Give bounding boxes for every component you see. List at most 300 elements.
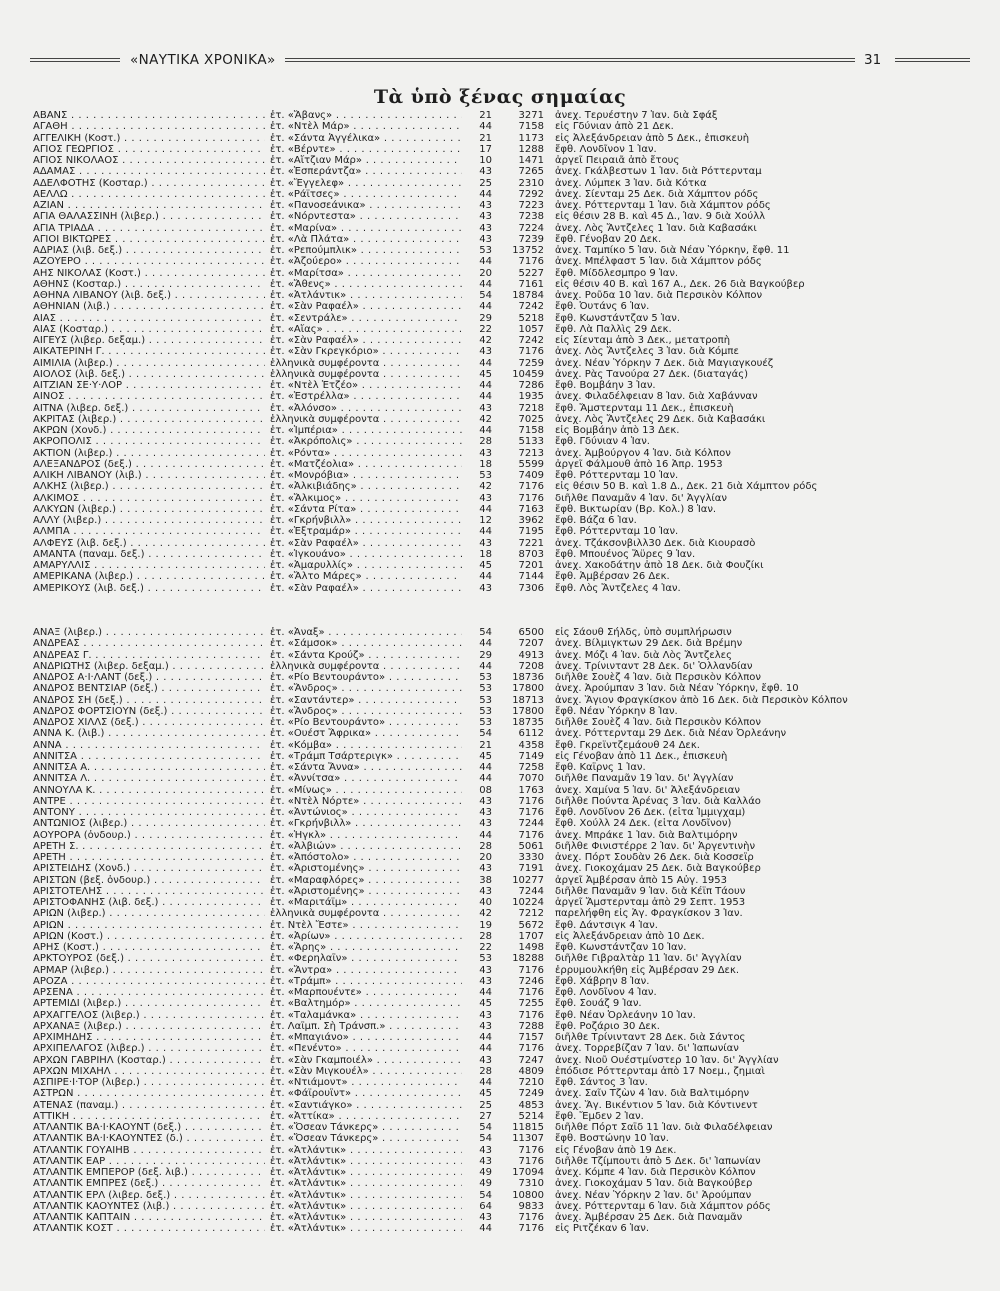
- ship-tonnage: 5218: [518, 312, 544, 324]
- ship-status: διῆλθε Πόρτ Σαΐδ 11 Ἰαν. διὰ Φιλαδέλφειαν: [555, 1122, 773, 1133]
- ship-name: ΑΤΛΑΝΤΙΚ ΕΜΠΡΕΣ (δεξ.) . . .: [33, 1178, 265, 1189]
- ship-count: 38: [479, 874, 492, 886]
- ship-name: ΑΡΙΣΤΟΦΑΝΗΣ (λιβ. δεξ.) . . .: [33, 897, 265, 908]
- ship-name: ΑΝΔΡΟΣ ΣΗ (δεξ.) . . .: [33, 695, 265, 706]
- table-row: [0, 470, 1000, 481]
- ship-type: ἐτ. «Ὄσεαν Τάνκερς» . . .: [270, 1133, 462, 1144]
- ship-status: ἔφθ. Γδύνιαν 4 Ἰαν.: [555, 436, 650, 448]
- table-row: [0, 1190, 1000, 1201]
- ship-type: ἐτ. «Ἀριστομένης» . . .: [270, 886, 462, 897]
- ship-tonnage: 7208: [518, 660, 544, 672]
- ship-tonnage: 7242: [518, 335, 544, 346]
- table-row: [0, 1212, 1000, 1223]
- ship-count: 43: [479, 795, 492, 807]
- ship-tonnage: 10277: [512, 874, 544, 886]
- ship-count: 53: [479, 705, 492, 717]
- ship-tonnage: 7176: [518, 1212, 544, 1223]
- ship-name: ΑΘΗΝΙΑΝ (λιβ.) . . .: [33, 301, 265, 312]
- ship-status: ἀνεχ. Ἅγιον Φραγκίσκον ἀπὸ 16 Δεκ. διὰ Περσικὸν Κόλπον: [555, 694, 848, 706]
- ship-type: ἐτ. «Μίνως» . . .: [270, 785, 462, 796]
- ship-name: ΑΗΣ ΝΙΚΟΛΑΣ (Κοστ.) . . .: [33, 268, 265, 279]
- ship-count: 43: [479, 1009, 492, 1021]
- ship-tonnage: 7191: [518, 863, 544, 875]
- ship-name: ΑΡΙΣΤΕΙΔΗΣ (Χονδ.) . . .: [33, 863, 265, 874]
- ship-tonnage: 5214: [518, 1110, 544, 1122]
- ship-name: ΑΜΑΝΤΑ (παναμ. δεξ.) . . .: [33, 549, 265, 560]
- ship-type: ἐτ. «Ἀτλάντικ» . . .: [270, 1167, 462, 1178]
- table-row: [0, 178, 1000, 189]
- ship-name: ΑΛΚΙΜΟΣ . . .: [33, 493, 265, 504]
- ship-tonnage: 7201: [518, 560, 544, 571]
- ship-name: ΑΝΔΡΟΣ ΧΙΛΛΣ (δεξ.) . . .: [33, 717, 265, 728]
- ship-name: ΑΙΚΑΤΕΡΙΝΗ Γ. . . .: [33, 346, 265, 357]
- ship-count: 42: [479, 335, 492, 346]
- table-row: [0, 1021, 1000, 1032]
- ship-name: ΑΡΕΤΗ . . .: [33, 852, 265, 863]
- ship-count: 18: [479, 458, 492, 470]
- ship-type: ἐτ. «Ἀτλάντικ» . . .: [270, 290, 462, 301]
- ship-tonnage: 7176: [518, 346, 544, 358]
- ship-status: ἀνεχ. Λὸς Ἄντζελες 3 Ἰαν. διὰ Κόμπε: [555, 346, 739, 358]
- ship-type: ἐτ. «Μαρίνα» . . .: [270, 223, 462, 234]
- ship-tonnage: 5672: [518, 919, 544, 931]
- ship-type: ἐτ. «Σὰν Ραφαέλ» . . .: [270, 335, 462, 346]
- table-row: [0, 1133, 1000, 1144]
- ship-count: 20: [479, 267, 492, 279]
- table-row: [0, 301, 1000, 312]
- ship-status: ἀνεχ. Χακοδάτην ἀπὸ 18 Δεκ. διὰ Φουζίκι: [555, 560, 764, 571]
- ship-type: ἐτ. «Ἀμαρυλλίς» . . .: [270, 560, 462, 571]
- table-row: [0, 133, 1000, 144]
- ship-name: ΑΡΜΑΡ (λιβερ.) . . .: [33, 965, 265, 976]
- ship-status: ἀνεχ. Κόμπε 4 Ἰαν. διὰ Περσικὸν Κόλπον: [555, 1167, 756, 1178]
- ship-status: ἀνεχ. Σαῖν Τζὼν 4 Ἰαν. διὰ Βαλτιμόρην: [555, 1088, 750, 1100]
- ship-type: ἐτ. «Σάντα Ρίτα» . . .: [270, 504, 462, 515]
- ship-type: ἐτ. «Ρεπούμπλικ» . . .: [270, 245, 462, 256]
- ship-type: ἐτ. «Μονρόβια» . . .: [270, 470, 462, 481]
- ship-count: 44: [479, 987, 492, 998]
- ship-tonnage: 10459: [512, 368, 544, 380]
- ship-type: ἐτ. «Ρίο Βεντουράντο» . . .: [270, 672, 462, 683]
- ship-tonnage: 11307: [512, 1133, 544, 1145]
- ship-name: ΑΙΑΣ . . .: [33, 313, 265, 324]
- ship-type: ἐτ. «Ἠγκλ» . . .: [270, 830, 462, 841]
- ship-count: 22: [479, 942, 492, 953]
- ship-count: 29: [479, 312, 492, 324]
- ship-type: ἐτ. «Σαντάντερ» . . .: [270, 695, 462, 706]
- ship-count: 54: [479, 627, 492, 638]
- table-row: [0, 324, 1000, 335]
- ship-type: ἐτ. «Ἀτλάντικ» . . .: [270, 1223, 462, 1234]
- ship-status: ἐπόδισε Ρόττερνταμ ἀπὸ 17 Νοεμ., ζημιαὶ: [555, 1065, 765, 1077]
- ship-type: ἐτ. «Ματζέολια» . . .: [270, 459, 462, 470]
- table-row: [0, 538, 1000, 549]
- ship-name: ΑΕΛΛΩ . . .: [33, 189, 265, 200]
- ship-type: ἐτ. «Σεντράλε» . . .: [270, 313, 462, 324]
- table-row: [0, 1167, 1000, 1178]
- ship-status: διῆλθε Πούντα Ἀρένας 3 Ἰαν. διὰ Καλλάο: [555, 795, 761, 807]
- table-row: [0, 683, 1000, 694]
- ship-tonnage: 18784: [512, 290, 544, 301]
- ship-name: ΑΤΛΑΝΤΙΚ ΕΑΡ . . .: [33, 1156, 265, 1167]
- ship-status: ἀνεχ. Ρόττερνταμ 6 Ἰαν. διὰ Χάμπτον ρόδς: [555, 1200, 771, 1212]
- ship-type: ἐτ. «Ἀζούερο» . . .: [270, 256, 462, 267]
- ship-status: ἀργεῖ Ἀμβέρσαν ἀπὸ 15 Αὐγ. 1953: [555, 874, 728, 886]
- ship-count: 21: [479, 132, 492, 144]
- ship-status: ἀνεχ. Γιοκοχάμαν 25 Δεκ. διὰ Βαγκούβερ: [555, 863, 761, 875]
- table-row: [0, 200, 1000, 211]
- table-row: [0, 211, 1000, 222]
- ship-status: ἀνεχ. Λὸς Ἄντζελες 1 Ἰαν. διὰ Καβασάκι: [555, 222, 757, 234]
- table-row: [0, 403, 1000, 414]
- ship-tonnage: 1763: [518, 784, 544, 796]
- ship-name: ΑΝΔΡΟΣ ΦΟΡΤΣΙΟΥΝ (δεξ.) . . .: [33, 706, 265, 717]
- ship-tonnage: 1707: [518, 930, 544, 942]
- ship-name: ΑΤΛΑΝΤΙΚ ΕΜΠΕΡΟΡ (δεξ. λιβ.) . . .: [33, 1167, 265, 1178]
- ship-status: ἔφθ. Μπουένος Ἄϋρες 9 Ἰαν.: [555, 548, 696, 560]
- table-row: [0, 1055, 1000, 1066]
- ship-count: 44: [479, 1077, 492, 1088]
- table-row: [0, 189, 1000, 200]
- ship-status: ἔφθ. Βοστώνην 10 Ἰαν.: [555, 1133, 669, 1145]
- ship-name: ΑΡΧΩΝ ΜΙΧΑΗΛ . . .: [33, 1066, 265, 1077]
- ship-type: ἐτ. «Ὄσεαν Τάνκερς» . . .: [270, 1122, 462, 1133]
- ship-status: ἔφθ. Λονδῖνον 1 Ἰαν.: [555, 143, 657, 155]
- ship-type: ἐτ. «Νόρντεστα» . . .: [270, 211, 462, 222]
- table-row: [0, 728, 1000, 739]
- ship-name: ΑΟΥΡΟΡΑ (ὀνδουρ.) . . .: [33, 830, 265, 841]
- table-row: [0, 346, 1000, 357]
- table-row: [0, 245, 1000, 256]
- table-row: [0, 1111, 1000, 1122]
- ship-tonnage: 1935: [518, 391, 544, 403]
- ship-tonnage: 4913: [518, 649, 544, 661]
- table-row: [0, 358, 1000, 369]
- ship-type: ἐτ. «Ἀττίκα» . . .: [270, 1111, 462, 1122]
- table-row: [0, 1043, 1000, 1054]
- ship-count: 29: [479, 649, 492, 661]
- table-row: [0, 818, 1000, 829]
- table-row: [0, 560, 1000, 571]
- ship-tonnage: 7306: [518, 582, 544, 594]
- ship-name: ΑΖΙΑΝ . . .: [33, 200, 265, 211]
- ship-tonnage: 11815: [512, 1122, 544, 1133]
- ship-count: 53: [479, 245, 492, 256]
- ship-count: 45: [479, 560, 492, 571]
- ship-name: ΑΝΤΩΝΙΟΣ (λιβερ.) . . .: [33, 818, 265, 829]
- ship-count: 53: [479, 470, 492, 481]
- table-row: [0, 515, 1000, 526]
- ship-type: ἐτ. «Μαρίτσα» . . .: [270, 268, 462, 279]
- table-row: [0, 268, 1000, 279]
- ship-status: εἰς Σίενταμ ἀπὸ 3 Δεκ., μετατροπὴ: [555, 335, 731, 346]
- table-row: [0, 1156, 1000, 1167]
- table-row: [0, 121, 1000, 132]
- ship-name: ΑΙΤΝΑ (λιβερ. δεξ.) . . .: [33, 403, 265, 414]
- table-row: [0, 1032, 1000, 1043]
- ship-count: 44: [479, 503, 492, 515]
- ship-tonnage: 7244: [518, 885, 544, 897]
- ship-count: 44: [479, 773, 492, 785]
- ship-tonnage: 7176: [518, 481, 544, 493]
- ship-name: ΑΤΛΑΝΤΙΚ ΓΟΥΑΙΗΒ . . .: [33, 1145, 265, 1156]
- ship-count: 44: [479, 278, 492, 290]
- table-row: [0, 953, 1000, 964]
- ship-type: ἐτ. «Ἄνδρος» . . .: [270, 706, 462, 717]
- table-row: [0, 638, 1000, 649]
- table-row: [0, 1010, 1000, 1021]
- ship-status: ἔφθ. Ὀυτάνς 6 Ἰαν.: [555, 301, 650, 313]
- ship-type: ἐτ. «Ρόντα» . . .: [270, 448, 462, 459]
- ship-status: ἔφθ. Ροζάριο 30 Δεκ.: [555, 1020, 660, 1032]
- ship-name: ΑΡΣΕΝΑ . . .: [33, 987, 265, 998]
- ship-type: ἐτ. «Φάϊρουΐντ» . . .: [270, 1088, 462, 1099]
- ship-tonnage: 7212: [518, 908, 544, 920]
- ship-type: ἐτ. «Ἄντρα» . . .: [270, 965, 462, 976]
- ship-name: ΑΝΔΡΕΑΣ . . .: [33, 638, 265, 649]
- ship-type: ἐτ. «Σὰν Ραφαέλ» . . .: [270, 301, 462, 312]
- ship-list-block-2: [0, 627, 1000, 1235]
- ship-status: ἔφθ. Δάντσιγκ 4 Ἰαν.: [555, 919, 658, 931]
- ship-count: 21: [479, 110, 492, 121]
- ship-count: 44: [479, 121, 492, 133]
- ship-tonnage: 7163: [518, 503, 544, 515]
- ship-type: ἐτ. «Λὰ Πλάτα» . . .: [270, 234, 462, 245]
- ship-count: 44: [479, 571, 492, 583]
- ship-status: ἀνεχ. Μπράκε 1 Ἰαν. διὰ Βαλτιμόρην: [555, 829, 738, 841]
- ship-type: ἐτ. «Σὰν Ραφαέλ» . . .: [270, 538, 462, 549]
- ship-tonnage: 7195: [518, 526, 544, 538]
- ship-count: 28: [479, 1065, 492, 1077]
- ship-type: ἐτ. «Ἀτλάντικ» . . .: [270, 1156, 462, 1167]
- ship-count: 44: [479, 829, 492, 841]
- table-row: [0, 627, 1000, 638]
- table-row: [0, 279, 1000, 290]
- table-row: [0, 1178, 1000, 1189]
- ship-status: ἀνεχ. Γκάλβεστων 1 Ἰαν. διὰ Ρόττερνταμ: [555, 166, 762, 178]
- ship-status: ἀργεῖ Ἄμστερνταμ ἀπὸ 29 Σεπτ. 1953: [555, 897, 746, 908]
- table-row: [0, 942, 1000, 953]
- ship-tonnage: 10224: [512, 897, 544, 908]
- ship-name: ΑΡΧΑΓΓΕΛΟΣ (λιβερ.) . . .: [33, 1010, 265, 1021]
- table-row: [0, 234, 1000, 245]
- ship-name: ΑΚΤΙΟΝ (λιβερ.) . . .: [33, 448, 265, 459]
- ship-type: ἑλληνικὰ συμφέροντα . . .: [270, 358, 462, 369]
- table-row: [0, 897, 1000, 908]
- table-row: [0, 650, 1000, 661]
- ship-count: 18: [479, 548, 492, 560]
- ship-type: ἐτ. «Ἀλκιβιάδης» . . .: [270, 481, 462, 492]
- ship-tonnage: 7221: [518, 537, 544, 549]
- ship-name: ΑΜΕΡΙΚΟΥΣ (λιβ. δεξ.) . . .: [33, 583, 265, 594]
- ship-count: 43: [479, 582, 492, 594]
- ship-status: εἰς Ἀλεξάνδρειαν ἀπὸ 5 Δεκ., ἐπισκευὴ: [555, 132, 750, 144]
- ship-tonnage: 1057: [518, 323, 544, 335]
- table-row: [0, 1145, 1000, 1156]
- ship-tonnage: 3962: [518, 515, 544, 526]
- ship-tonnage: 7238: [518, 211, 544, 223]
- ship-tonnage: 7218: [518, 402, 544, 414]
- ship-count: 43: [479, 447, 492, 459]
- ship-name: ΑΚΡΩΝ (Χονδ.) . . .: [33, 425, 265, 436]
- ship-name: ΑΚΡΙΤΑΣ (λιβερ.) . . .: [33, 414, 265, 425]
- ship-name: ΑΝΑΞ (λιβερ.) . . .: [33, 627, 265, 638]
- ship-name: ΑΓΙΑ ΤΡΙΑΔΑ . . .: [33, 223, 265, 234]
- ship-count: 44: [479, 1043, 492, 1055]
- ship-count: 44: [479, 380, 492, 391]
- ship-count: 44: [479, 188, 492, 200]
- ship-count: 43: [479, 233, 492, 245]
- ship-name: ΑΝΝΙΤΣΑ Α. . . .: [33, 762, 265, 773]
- ship-name: ΑΓΙΑ ΘΑΛΑΣΣΙΝΗ (λιβερ.) . . .: [33, 211, 265, 222]
- ship-count: 53: [479, 717, 492, 728]
- ship-tonnage: 4809: [518, 1065, 544, 1077]
- ship-type: ἐτ. «Ἄβανς» . . .: [270, 110, 462, 121]
- ship-count: 44: [479, 391, 492, 403]
- ship-type: ἐτ. «Ουέστ Ἄφρικα» . . .: [270, 728, 462, 739]
- ship-count: 43: [479, 964, 492, 976]
- ship-status: εἰς Σάουθ Σήλδς, ὑπὸ συμπλήρωσιν: [555, 627, 732, 638]
- ship-status: ἀνεχ. Ταμπίκο 5 Ἰαν. διὰ Νέαν Ὑόρκην, ἔφθ. 11: [555, 245, 790, 256]
- ship-count: 45: [479, 368, 492, 380]
- ship-count: 10: [479, 155, 492, 166]
- ship-name: ΑΝΔΡΕΑΣ Γ. . . .: [33, 650, 265, 661]
- table-row: [0, 807, 1000, 818]
- ship-count: 54: [479, 728, 492, 740]
- ship-status: ἔφθ. Νέαν Ὀρλεάνην 10 Ἰαν.: [555, 1009, 696, 1021]
- table-row: [0, 256, 1000, 267]
- ship-type: ἐτ. «Ἀτλάντικ» . . .: [270, 1178, 462, 1189]
- table-row: [0, 380, 1000, 391]
- section-title: Τὰ ὑπὸ ξένας σημαίας: [373, 86, 627, 108]
- ship-tonnage: 7176: [518, 1043, 544, 1055]
- table-row: [0, 144, 1000, 155]
- ship-type: ἐτ. «Ἀλβιών» . . .: [270, 841, 462, 852]
- ship-tonnage: 7210: [518, 1077, 544, 1088]
- table-row: [0, 583, 1000, 594]
- ship-type: ἐτ. «Βαλτημόρ» . . .: [270, 998, 462, 1009]
- ship-name: ΑΡΙΣΤΩΝ (βεξ. ὀνδουρ.) . . .: [33, 875, 265, 886]
- ship-status: ἔφθ. Λὸς Ἄντζελες 4 Ἰαν.: [555, 582, 681, 594]
- ship-status: διῆλθε Τρίνινταντ 28 Δεκ. διὰ Σάντος: [555, 1032, 746, 1043]
- ship-name: ΑΝΔΡΟΣ ΒΕΝΤΣΙΑΡ (δεξ.) . . .: [33, 683, 265, 694]
- page-number: 31: [864, 52, 882, 68]
- table-row: [0, 920, 1000, 931]
- ship-count: 43: [479, 885, 492, 897]
- ship-type: ἐτ. «Ἀτλάντικ» . . .: [270, 1201, 462, 1212]
- ship-name: ΑΙΜΙΛΙΑ (λιβερ.) . . .: [33, 358, 265, 369]
- ship-tonnage: 7144: [518, 571, 544, 583]
- ship-name: ΑΛΕΞΑΝΔΡΟΣ (δεξ.) . . .: [33, 459, 265, 470]
- ship-tonnage: 2310: [518, 177, 544, 189]
- ship-type: ἐτ. «Ἀννίτσα» . . .: [270, 773, 462, 784]
- ship-name: ΑΡΗΣ (Κοστ.) . . .: [33, 942, 265, 953]
- ship-name: ΑΡΙΩΝ (Κοστ.) . . .: [33, 931, 265, 942]
- ship-tonnage: 7176: [518, 492, 544, 504]
- ship-tonnage: 7176: [518, 1009, 544, 1021]
- ship-status: ἔφθ. Χούλλ 24 Δεκ. (εἶτα Λονδῖνον): [555, 818, 732, 830]
- ship-tonnage: 3271: [518, 110, 544, 121]
- ship-name: ΑΝΝΙΤΣΑ Λ. . . .: [33, 773, 265, 784]
- ship-status: ἀνεχ. Χαμίνα 5 Ἰαν. δι' Ἀλεξάνδρειαν: [555, 784, 740, 796]
- table-row: [0, 751, 1000, 762]
- ship-count: 12: [479, 515, 492, 526]
- ship-tonnage: 7242: [518, 301, 544, 313]
- ship-name: ΑΡΕΤΗ Σ. . . .: [33, 841, 265, 852]
- ship-count: 45: [479, 750, 492, 762]
- ship-tonnage: 4853: [518, 1099, 544, 1111]
- ship-status: ἔφθ. Ἄμστερνταμ 11 Δεκ., ἐπισκευὴ: [555, 402, 734, 414]
- ship-tonnage: 7070: [518, 773, 544, 785]
- ship-tonnage: 6112: [518, 728, 544, 740]
- table-row: [0, 717, 1000, 728]
- ship-status: ἐρρυμουλκήθη εἰς Ἀμβέρσαν 29 Δεκ.: [555, 964, 740, 976]
- ship-status: ἀνεχ. Ρὰς Τανούρα 27 Δεκ. (διαταγάς): [555, 368, 748, 380]
- ship-type: ἐτ. «Σαντιάγκο» . . .: [270, 1100, 462, 1111]
- ship-type: ἐτ. «Ἀρίων» . . .: [270, 931, 462, 942]
- ship-type: ἐτ. «Σάμσοκ» . . .: [270, 638, 462, 649]
- table-row: [0, 335, 1000, 346]
- table-row: [0, 571, 1000, 582]
- ship-status: ἀνεχ. Ἅγ. Βικέντιον 5 Ἰαν. διὰ Κόντινεντ: [555, 1099, 758, 1111]
- ship-status: διῆλθε Γιβραλτὰρ 11 Ἰαν. δι' Ἀγγλίαν: [555, 953, 742, 965]
- table-row: [0, 155, 1000, 166]
- ship-count: 21: [479, 739, 492, 751]
- table-row: [0, 672, 1000, 683]
- ship-type: ἐτ. «Ἀριστομένης» . . .: [270, 863, 462, 874]
- ship-tonnage: 7310: [518, 1178, 544, 1190]
- ship-tonnage: 7176: [518, 987, 544, 998]
- ship-name: ΑΜΕΡΙΚΑΝΑ (λιβερ.) . . .: [33, 571, 265, 582]
- table-row: [0, 852, 1000, 863]
- ship-status: ἀνεχ. Βίλμιγκτων 29 Δεκ. διὰ Βρέμην: [555, 638, 743, 650]
- table-row: [0, 706, 1000, 717]
- ship-status: εἰς θέσιν 28 Β. καὶ 45 Δ., Ἰαν. 9 διὰ Χούλλ: [555, 211, 766, 223]
- ship-status: ἔφθ. Βομβάην 3 Ἰαν.: [555, 380, 656, 391]
- ship-status: εἰς Γένοβαν ἀπὸ 11 Δεκ., ἐπισκευὴ: [555, 750, 728, 762]
- ship-type: ἐτ. «Γκρήνβιλλ» . . .: [270, 515, 462, 526]
- ship-tonnage: 7265: [518, 166, 544, 178]
- ship-status: ἔφθ. Νέαν Ὑόρκην 8 Ἰαν.: [555, 705, 678, 717]
- ship-count: 28: [479, 436, 492, 448]
- ship-status: παρελήφθη εἰς Ἁγ. Φραγκίσκον 3 Ἰαν.: [555, 908, 743, 920]
- ship-status: διῆλθε Φινιστέρρε 2 Ἰαν. δι' Ἀργεντινὴν: [555, 840, 756, 852]
- table-row: [0, 504, 1000, 515]
- ship-tonnage: 7158: [518, 121, 544, 133]
- ship-tonnage: 5133: [518, 436, 544, 448]
- ship-tonnage: 1471: [518, 155, 544, 166]
- ship-name: ΑΝΝΑ Κ. (λιβ.) . . .: [33, 728, 265, 739]
- ship-count: 08: [479, 784, 492, 796]
- table-row: [0, 773, 1000, 784]
- ship-tonnage: 6500: [518, 627, 544, 638]
- ship-tonnage: 7176: [518, 1155, 544, 1167]
- ship-tonnage: 4358: [518, 739, 544, 751]
- ship-name: ΑΛΚΗΣ (λιβερ.) . . .: [33, 481, 265, 492]
- ship-type: ἐτ. «Ἄλτο Μάρες» . . .: [270, 571, 462, 582]
- ship-name: ΑΛΦΕΥΣ (λιβ. δεξ.) . . .: [33, 538, 265, 549]
- ship-count: 53: [479, 694, 492, 706]
- ship-type: ἐτ. «Πενέντο» . . .: [270, 1043, 462, 1054]
- ship-status: ἀνεχ. Ροῦδα 10 Ἰαν. διὰ Περσικὸν Κόλπον: [555, 290, 763, 301]
- ship-status: ἀνεχ. Τζάκσονβιλλ30 Δεκ. διὰ Κιουρασὸ: [555, 537, 756, 549]
- ship-status: ἔφθ. Κωνστάντζαν 5 Ἰαν.: [555, 312, 681, 324]
- ship-status: εἰς Βομβάην ἀπὸ 13 Δεκ.: [555, 425, 680, 436]
- ship-type: ἐτ. «Τράμπ Τσάρτεριγκ» . . .: [270, 751, 462, 762]
- table-row: [0, 1100, 1000, 1111]
- ship-name: ΑΝΔΡΟΣ Α·Ι·ΛΑΝΤ (δεξ.) . . .: [33, 672, 265, 683]
- ship-status: διῆλθε Σουὲζ 4 Ἰαν. διὰ Περσικὸν Κόλπον: [555, 717, 761, 728]
